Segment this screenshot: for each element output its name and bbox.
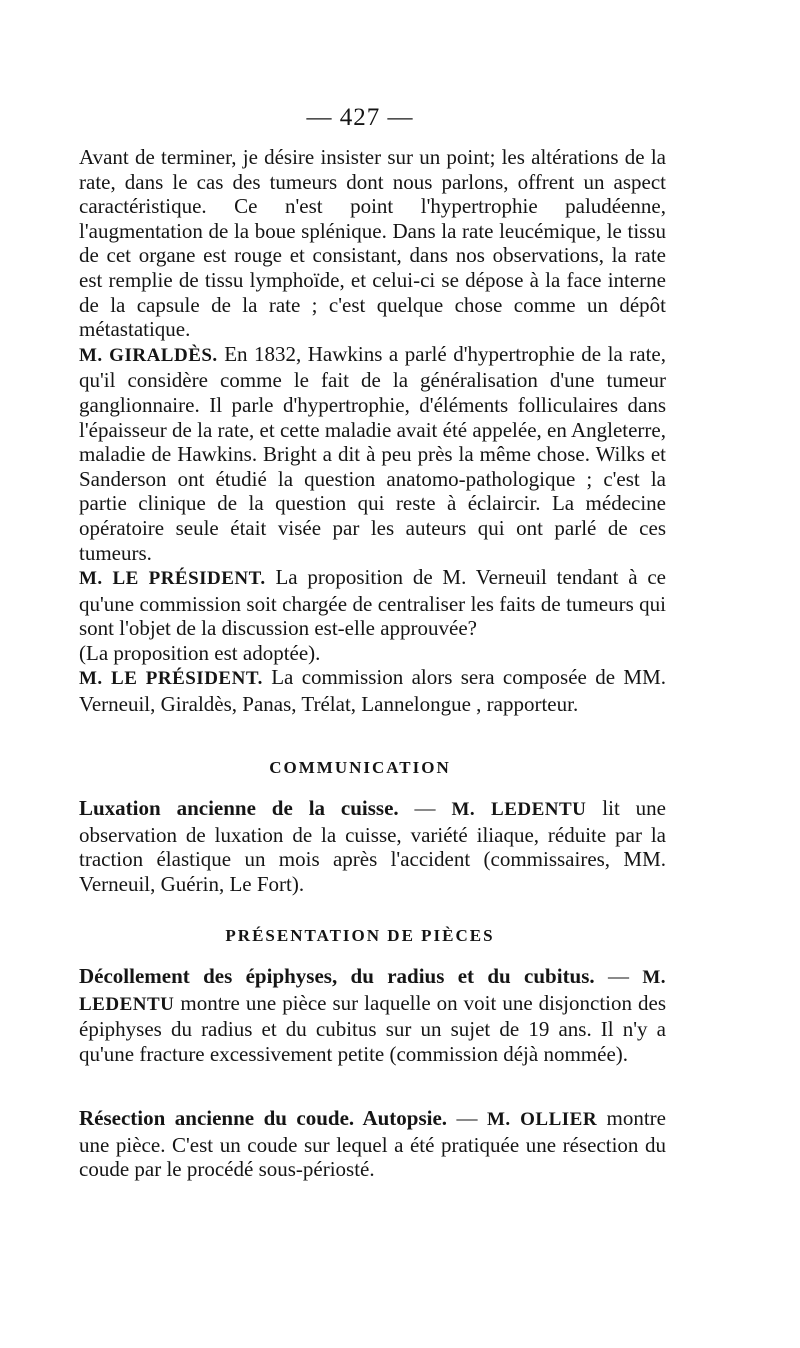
paragraph-adoption: (La proposition est adoptée). [79, 640, 321, 665]
rubric-separator-2: — [594, 964, 643, 988]
speaker-ollier: M. OLLIER [486, 1109, 598, 1130]
paragraph-president-commission-text: La commission alors sera composée de MM. Verneuil, Giraldès, Panas, Trélat, Lannelongue , rapporteur. [79, 665, 666, 717]
paragraph-president-proposition-text: La proposition de M. Verneuil tendant à ce qu'une commission soit chargée de centraliser les faits de tumeurs qui sont l'objet de la discussion est-elle approuvée? [79, 565, 666, 641]
speaker-ledentu: M. LEDENTU [451, 799, 587, 820]
rubric-resection: Résection ancienne du coude. Autopsie. [79, 1106, 448, 1130]
text-block-resection [79, 1106, 666, 1182]
speaker-president: M. LE PRÉSIDENT. [79, 568, 266, 590]
speaker-ledentu-2: M. LEDENTU [79, 967, 667, 1015]
text-block-presentation [79, 964, 666, 1066]
text-block-communication [79, 796, 666, 896]
paragraph-resection [79, 1106, 666, 1182]
paragraph-tumeurs-rate: Avant de terminer, je désire insister sur un point; les altérations de la rate, dans le cas des tumeurs dont nous parlons, offrent un aspect caractéristique. Ce n'est point l'hypertrophie paludéenne, l'augmentation de la boue splénique. Dans la rate leucémique, le tissu de cet organe est rouge et consistant, dans nos observations, la rate est remplie de tissu lymphoïde, et celui-ci se dépose à la face interne de la capsule de la rate ; c'est quelque chose comme un dépôt métastatique. [79, 145, 666, 342]
speaker-president-2: M. LE PRÉSIDENT. [79, 668, 263, 690]
paragraph-luxation [79, 796, 666, 896]
paragraph-president-proposition [79, 565, 666, 641]
paragraph-luxation-text: lit une observation de luxation de la cuisse, variété iliaque, réduite par la traction élastique un mois après l'accident (commissaires, MM. Verneuil, Guérin, Le Fort). [79, 796, 666, 896]
rubric-separator-3: — [447, 1106, 487, 1130]
text-block-main [79, 145, 666, 717]
paragraph-president-commission [79, 665, 666, 716]
paragraph-giraldes [79, 342, 666, 565]
paragraph-giraldes-text: En 1832, Hawkins a parlé d'hypertrophie de la rate, qu'il considère comme le fait de la généralisation d'une tumeur ganglionnaire. Il parle d'hypertrophie, d'éléments folliculaires dans l'épaisseur de la rate, et cette maladie avait été appelée, en Angleterre, maladie de Hawkins. Bright a dit à peu près la même chose. Wilks et Sanderson ont étudié la question anatomo-pathologique ; c'est la partie clinique de la question qui reste à éclaircir. La médecine opératoire seule était visée par les auteurs qui ont parlé de ces tumeurs. [79, 341, 666, 565]
section-heading-communication: COMMUNICATION [269, 758, 451, 777]
rubric-luxation: Luxation ancienne de la cuisse. [79, 796, 399, 820]
rubric-separator: — [398, 796, 452, 820]
rubric-decollement: Décollement des épiphyses, du radius et du cubitus. [79, 964, 595, 988]
paragraph-decollement-text: montre une pièce sur laquelle on voit une disjonction des épiphyses du radius et du cubitus sur un sujet de 19 ans. Il n'y a qu'une fracture excessivement petite (commission déjà nommée). [79, 990, 666, 1066]
paragraph-decollement [79, 964, 666, 1066]
section-heading-presentation: PRÉSENTATION DE PIÈCES [225, 926, 495, 945]
speaker-giraldes: M. GIRALDÈS. [79, 344, 218, 366]
page-number: — 427 — [306, 104, 414, 131]
paragraph-resection-text: montre une pièce. C'est un coude sur lequel a été pratiquée une résection du coude par le procédé sous-périosté. [79, 1106, 666, 1182]
